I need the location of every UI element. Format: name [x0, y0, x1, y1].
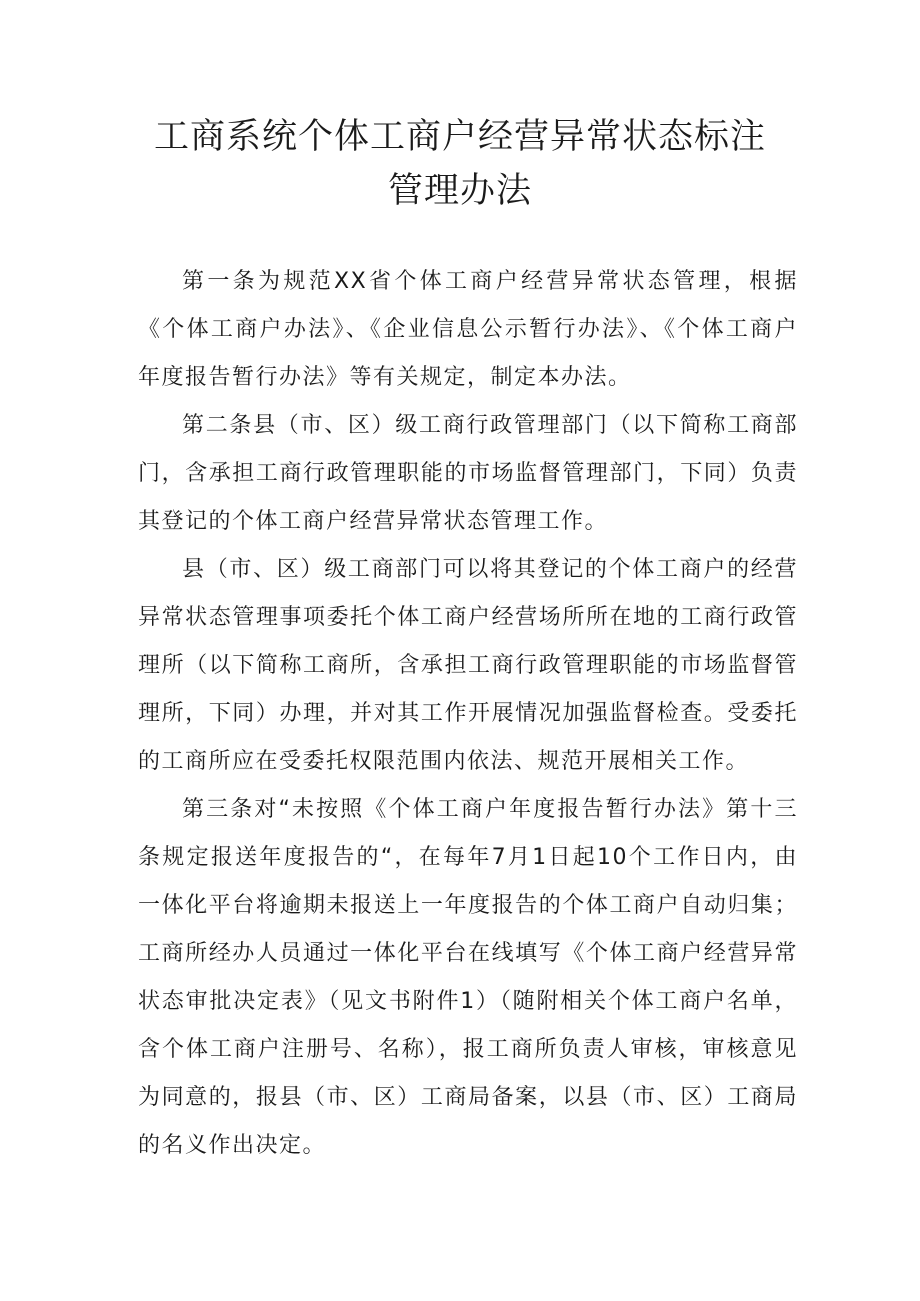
article-3-paragraph: 第三条对“未按照《个体工商户年度报告暂行办法》第十三条规定报送年度报告的“，在每年7月1日起10个工作日内，由一体化平台将逾期未报送上一年度报告的个体工商户自动归集；工商所经办人员通过一体化平台在线填写《个体工商户经营异常状态审批决定表》（见文书附件1）（随附相关个体工商户名单，含个体工商户注册号、名称），报工商所负责人审核，审核意见为同意的，报县（市、区）工商局备案，以县（市、区）工商局的名义作出决定。 — [138, 797, 798, 1158]
document-body — [138, 258, 798, 1170]
document-title: 工商系统个体工商户经营异常状态标注管理办法 — [153, 117, 766, 211]
article-2-paragraph: 第二条县（市、区）级工商行政管理部门（以下简称工商部门，含承担工商行政管理职能的市场监督管理部门，下同）负责其登记的个体工商户经营异常状态管理工作。 — [138, 413, 798, 534]
article-2-delegation-paragraph: 县（市、区）级工商部门可以将其登记的个体工商户的经营异常状态管理事项委托个体工商户经营场所所在地的工商行政管理所（以下简称工商所，含承担工商行政管理职能的市场监督管理所，下同）办理，并对其工作开展情况加强监督检查。受委托的工商所应在受委托权限范围内依法、规范开展相关工作。 — [138, 557, 798, 774]
article-1-paragraph: 第一条为规范XX省个体工商户经营异常状态管理，根据《个体工商户办法》、《企业信息公示暂行办法》、《个体工商户年度报告暂行办法》等有关规定，制定本办法。 — [138, 269, 798, 390]
